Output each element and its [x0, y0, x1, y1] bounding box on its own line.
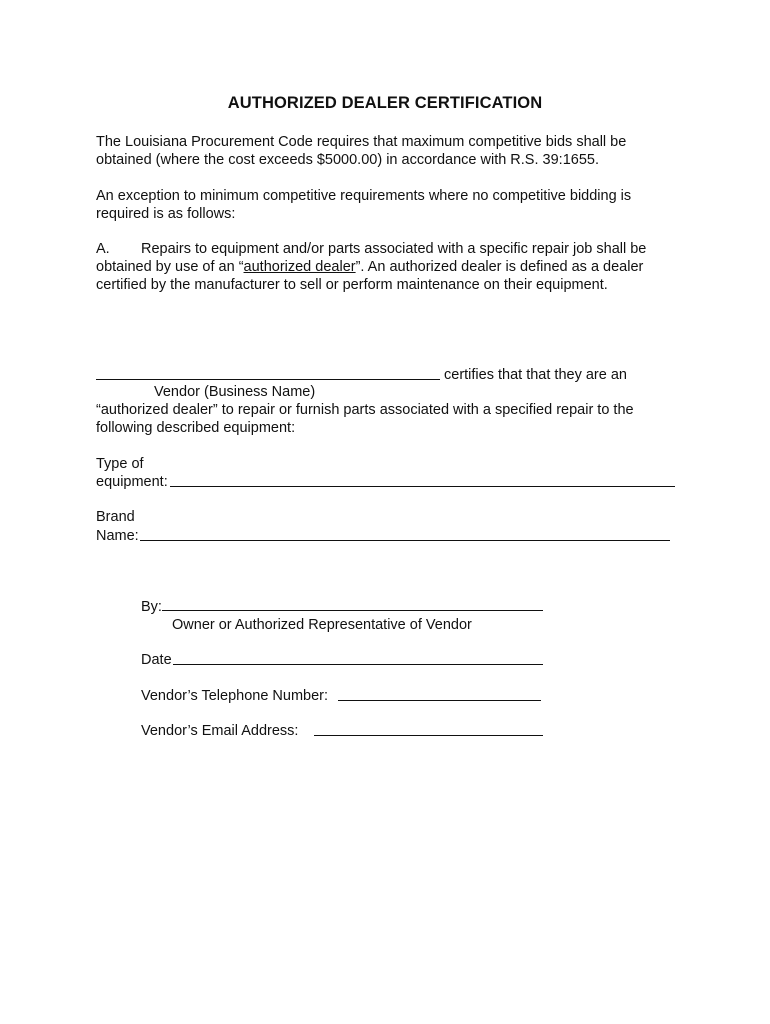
- para2-line2: required is as follows:: [96, 206, 236, 222]
- vendor-caption: Vendor (Business Name): [154, 384, 316, 400]
- type-label-2: equipment:: [96, 474, 168, 490]
- document-title: AUTHORIZED DEALER CERTIFICATION: [227, 94, 543, 112]
- para3-line2: [96, 258, 643, 276]
- authorized-dealer-term: authorized dealer: [243, 259, 356, 275]
- phone-line[interactable]: [338, 700, 541, 701]
- para3-line1: Repairs to equipment and/or parts associated with a specific repair job shall be: [141, 241, 647, 257]
- signature-line[interactable]: [162, 610, 543, 611]
- para1-line2: obtained (where the cost exceeds $5000.00) in accordance with R.S. 39:1655.: [96, 152, 599, 168]
- equipment-type-line[interactable]: [170, 486, 675, 487]
- brand-name-line[interactable]: [140, 540, 670, 541]
- para3-line3: certified by the manufacturer to sell or perform maintenance on their equipment.: [96, 277, 608, 293]
- type-label-1: Type of: [96, 456, 144, 472]
- para3-line2-post: ”. An authorized dealer is defined as a dealer: [355, 259, 644, 275]
- brand-label-2: Name:: [96, 528, 139, 544]
- vendor-name-line[interactable]: [96, 379, 440, 380]
- para3-marker: A.: [96, 241, 110, 257]
- date-label: Date: [141, 652, 172, 668]
- certify-line3: following described equipment:: [96, 420, 296, 436]
- by-label: By:: [141, 599, 162, 615]
- para1-line1: The Louisiana Procurement Code requires that maximum competitive bids shall be: [96, 134, 627, 150]
- phone-label: Vendor’s Telephone Number:: [141, 688, 329, 704]
- date-line[interactable]: [173, 664, 543, 665]
- brand-label-1: Brand: [96, 509, 135, 525]
- certifies-text: certifies that that they are an: [444, 367, 627, 383]
- email-line[interactable]: [314, 735, 543, 736]
- para2-line1: An exception to minimum competitive requirements where no competitive bidding is: [96, 188, 632, 204]
- certify-line2: “authorized dealer” to repair or furnish parts associated with a specified repair to the: [96, 402, 634, 418]
- by-caption: Owner or Authorized Representative of Vendor: [172, 617, 472, 633]
- email-label: Vendor’s Email Address:: [141, 723, 299, 739]
- para3-line2-pre: obtained by use of an “: [96, 259, 244, 275]
